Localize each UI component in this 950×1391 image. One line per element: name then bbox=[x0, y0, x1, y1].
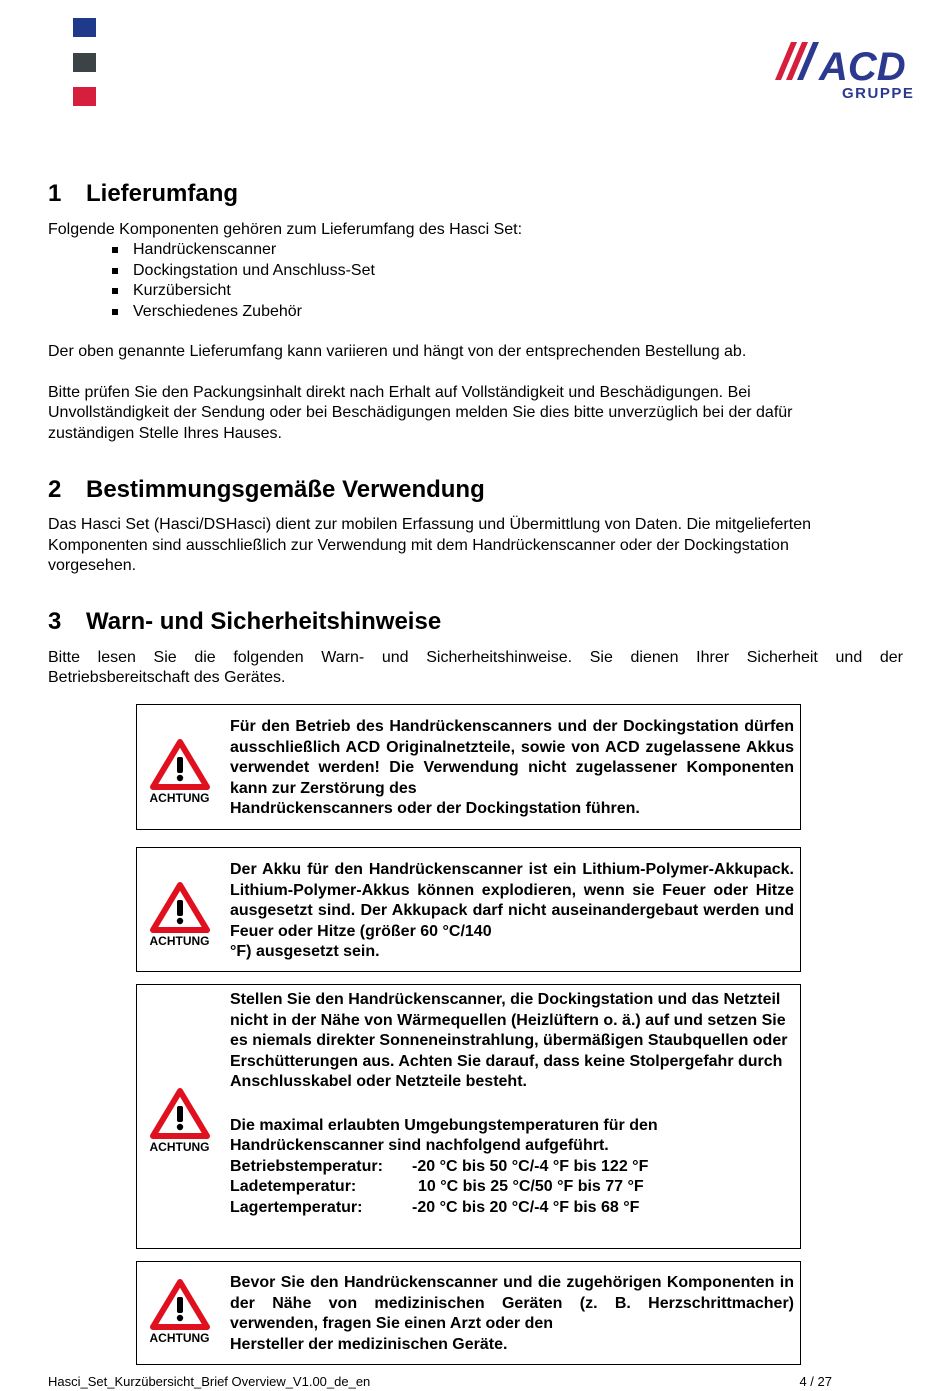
warning-box bbox=[136, 1261, 801, 1365]
warning-body: Für den Betrieb des Handrückenscanners und der Dockingstation dürfen ausschließlich ACD Originalnetzteile, sowie von ACD zugelassene Akkus verwendet werden! Die Verwendung nicht zugelassener Komponenten kann zur Zerstörung des bbox=[230, 718, 794, 797]
footer-page-number: 4 / 27 bbox=[799, 1374, 832, 1389]
list-item: Dockingstation und Anschluss-Set bbox=[110, 261, 375, 282]
warning-label: ACHTUNG bbox=[149, 791, 210, 805]
section-title: Warn- und Sicherheitshinweise bbox=[86, 608, 442, 635]
temperature-label: Lagertemperatur: bbox=[230, 1198, 363, 1216]
section-title: Lieferumfang bbox=[86, 180, 239, 207]
section-1-para-2-line-1: Bitte prüfen Sie den Packungsinhalt direkt nach Erhalt auf Vollständigkeit und Beschädigungen. Bei bbox=[48, 384, 751, 401]
warning-label: ACHTUNG bbox=[149, 934, 210, 948]
list-item: Handrückenscanner bbox=[110, 240, 375, 261]
warning-text bbox=[230, 1273, 794, 1355]
temperature-row bbox=[230, 1198, 795, 1219]
section-2-line-1: Das Hasci Set (Hasci/DSHasci) dient zur mobilen Erfassung und Übermittlung von Daten. Die mitgelieferten bbox=[48, 516, 811, 533]
acd-gruppe-logo bbox=[775, 40, 930, 102]
section-2-line-3: vorgesehen. bbox=[48, 557, 137, 574]
warning-body: Bevor Sie den Handrückenscanner und die zugehörigen Komponenten in der Nähe von medizinischen Geräten (z. B. Herzschrittmacher) verwenden, fragen Sie einen Arzt oder den bbox=[230, 1274, 794, 1332]
section-2-line-2: Komponenten sind ausschließlich zur Verwendung mit dem Handrückenscanner oder der Dockingstation bbox=[48, 537, 789, 554]
delivery-items-list bbox=[110, 240, 375, 322]
temperature-value: -20 °C bis 20 °C/-4 °F bis 68 °F bbox=[412, 1198, 640, 1216]
warning-label: ACHTUNG bbox=[149, 1331, 210, 1345]
section-number: 1 bbox=[48, 180, 62, 207]
warning-box bbox=[136, 984, 801, 1249]
section-number: 2 bbox=[48, 476, 62, 503]
warning-last-line: Hersteller der medizinischen Geräte. bbox=[230, 1335, 508, 1353]
warning-box bbox=[136, 704, 801, 830]
logo-main-text: ACD bbox=[819, 45, 906, 89]
section-title: Bestimmungsgemäße Verwendung bbox=[86, 476, 485, 503]
logo-sub-text: GRUPPE bbox=[842, 85, 915, 102]
temperature-row bbox=[230, 1177, 795, 1198]
warning-sign bbox=[147, 1278, 212, 1345]
temperature-label: Ladetemperatur: bbox=[230, 1178, 357, 1195]
section-1-intro: Folgende Komponenten gehören zum Lieferumfang des Hasci Set: bbox=[48, 221, 523, 238]
temperature-value: 10 °C bis 25 °C/50 °F bis 77 °F bbox=[418, 1178, 644, 1195]
warning-label: ACHTUNG bbox=[149, 1140, 210, 1154]
warning-box bbox=[136, 847, 801, 972]
warning-sign bbox=[147, 881, 212, 948]
warning-triangle-icon bbox=[150, 1278, 210, 1330]
section-3-line-2: Betriebsbereitschaft des Gerätes. bbox=[48, 669, 286, 686]
list-item: Verschiedenes Zubehör bbox=[110, 302, 375, 323]
warning-triangle-icon bbox=[150, 1087, 210, 1139]
warning-sign bbox=[147, 1087, 212, 1154]
warning-para-2: Die maximal erlaubten Umgebungstemperaturen für den Handrückenscanner sind nachfolgend aufgeführt. bbox=[230, 1116, 658, 1154]
warning-last-line: °F) ausgesetzt sein. bbox=[230, 943, 380, 960]
temperature-value: -20 °C bis 50 °C/-4 °F bis 122 °F bbox=[412, 1157, 649, 1175]
header-square-red bbox=[73, 87, 96, 106]
section-1-para-2-line-2: Unvollständigkeit der Sendung oder bei Beschädigungen melden Sie dies bitte unverzüglich bei der dafür bbox=[48, 404, 793, 421]
section-3-line-1: Bitte lesen Sie die folgenden Warn- und Sicherheitshinweise. Sie dienen Ihrer Sicherheit und der bbox=[48, 649, 903, 666]
footer-filename: Hasci_Set_Kurzübersicht_Brief Overview_V1.00_de_en bbox=[48, 1374, 371, 1389]
header-square-gray bbox=[73, 53, 96, 72]
warning-para-1: Stellen Sie den Handrückenscanner, die Dockingstation und das Netzteil nicht in der Nähe von Wärmequellen (Heizlüftern o. ä.) auf und setzen Sie es niemals direkter Sonneneinstrahlung, übermäßigen Staubquellen oder Erschütterungen aus. Achten Sie darauf, dass keine Stolpergefahr durch Anschlusskabel oder Netzteile besteht. bbox=[230, 991, 788, 1090]
warning-text bbox=[230, 990, 795, 1218]
warning-sign bbox=[147, 738, 212, 805]
warning-triangle-icon bbox=[150, 738, 210, 790]
section-number: 3 bbox=[48, 608, 62, 635]
warning-text bbox=[230, 717, 794, 820]
warning-text bbox=[230, 860, 794, 963]
warning-body: Der Akku für den Handrückenscanner ist ein Lithium-Polymer-Akkupack. Lithium-Polymer-Akkus können explodieren, wenn sie Feuer oder Hitze ausgesetzt sind. Der Akkupack darf nicht auseinandergebaut werden und Feuer oder Hitze (größer 60 °C/140 bbox=[230, 861, 794, 940]
warning-triangle-icon bbox=[150, 881, 210, 933]
temperature-row bbox=[230, 1157, 795, 1178]
section-2-heading bbox=[48, 476, 485, 504]
header-square-blue bbox=[73, 18, 96, 37]
section-3-heading bbox=[48, 608, 441, 636]
list-item: Kurzübersicht bbox=[110, 281, 375, 302]
section-1-para-1: Der oben genannte Lieferumfang kann variieren und hängt von der entsprechenden Bestellung ab. bbox=[48, 343, 747, 360]
warning-last-line: Handrückenscanners oder der Dockingstation führen. bbox=[230, 800, 640, 817]
temperature-label: Betriebstemperatur: bbox=[230, 1157, 383, 1175]
section-1-para-2-line-3: zuständigen Stelle Ihres Hauses. bbox=[48, 425, 282, 442]
temperature-list bbox=[230, 1157, 795, 1219]
section-1-heading bbox=[48, 180, 238, 208]
